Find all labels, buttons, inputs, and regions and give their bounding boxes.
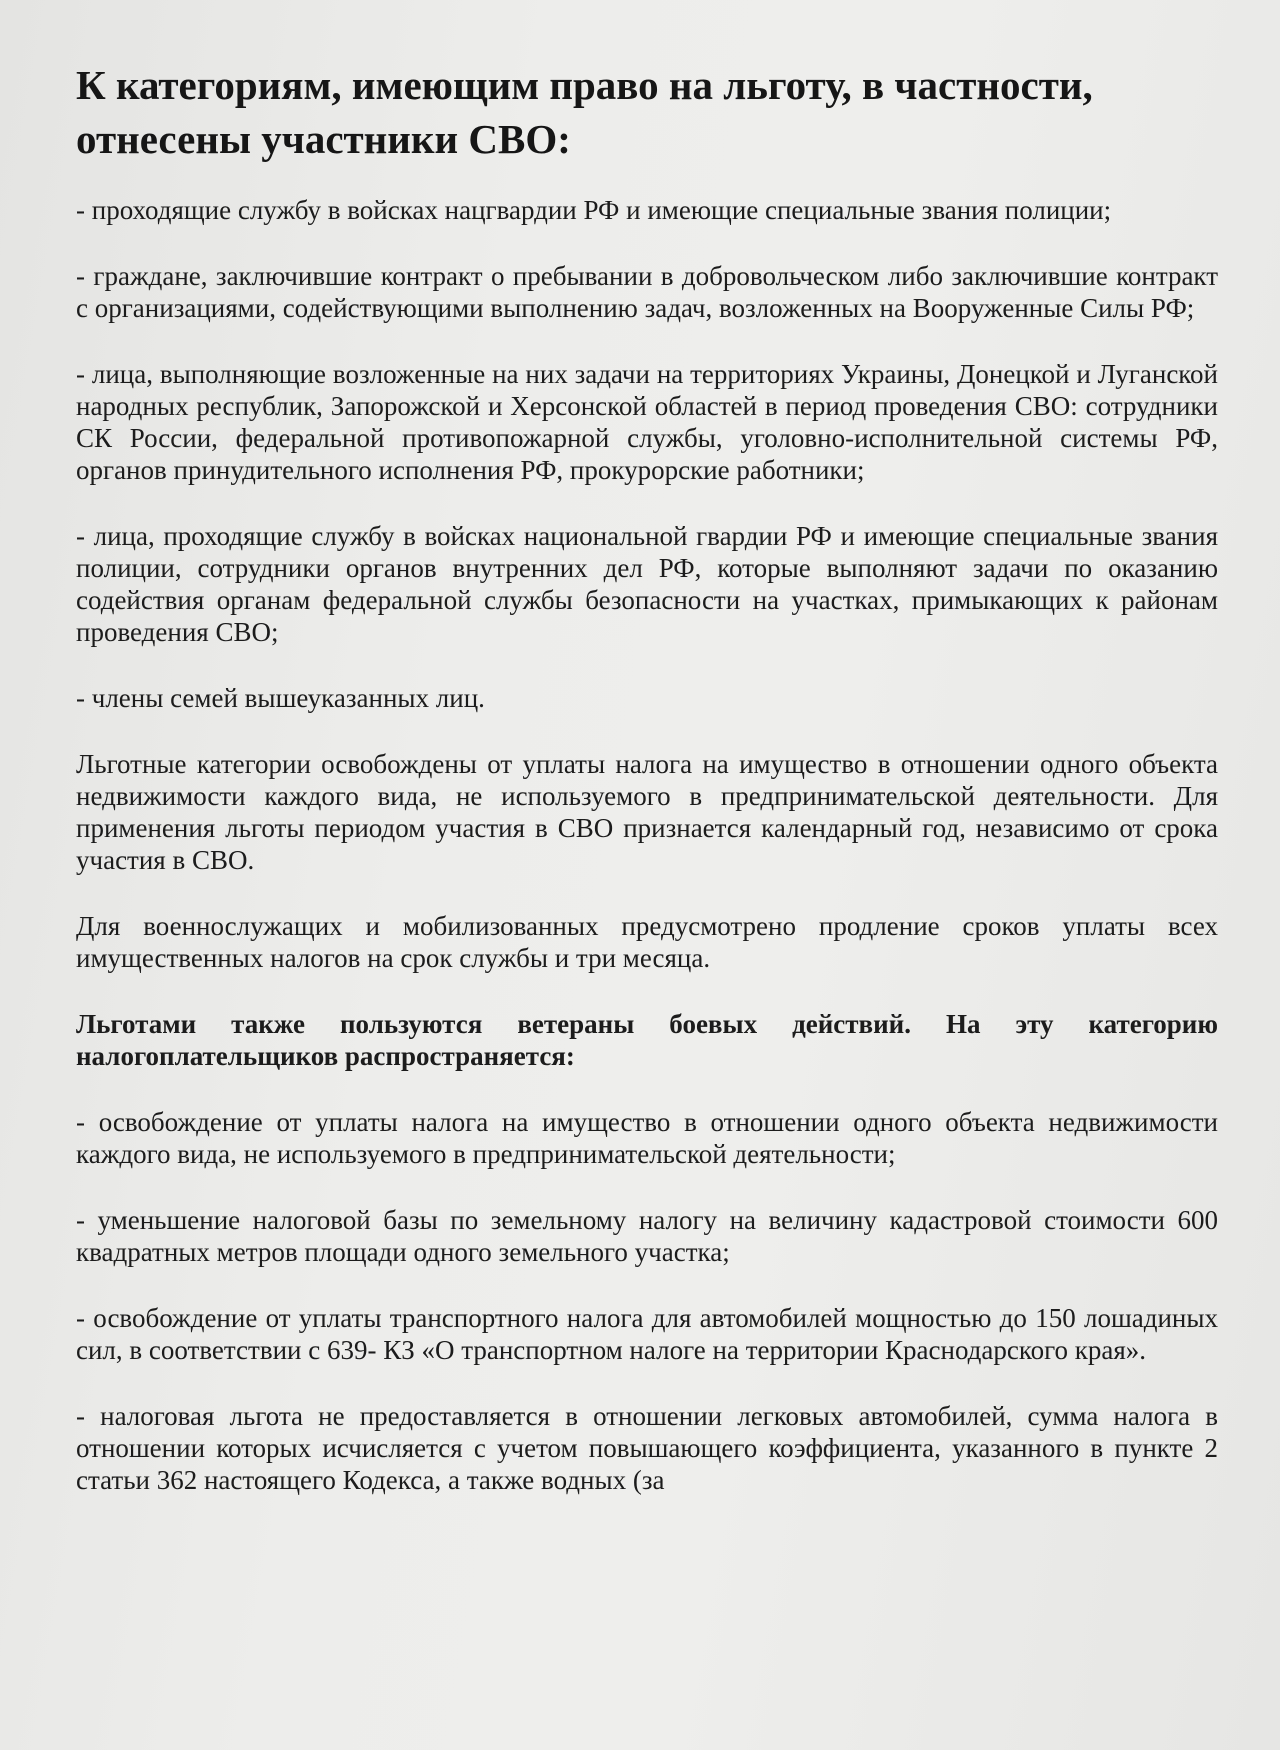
paragraph-family-members: - члены семей вышеуказанных лиц. — [76, 683, 485, 713]
paragraph-persons-on-territories: - лица, выполняющие возложенные на них задачи на территориях Украины, Донецкой и Луганской народных республик, Запорожской и Херсонской областей в период проведения СВО: сотрудники СК России, федеральной противопожарной службы, уголовно-исполнительной системы РФ, органов принудительного исполнения РФ, прокурорские работники; — [76, 359, 1218, 485]
document-title: К категориям, имеющим право на льготу, в частности, отнесены участники СВО: — [76, 62, 1093, 162]
paragraph-national-guard: - проходящие службу в войсках нацгвардии РФ и имеющие специальные звания полиции; — [76, 195, 1112, 225]
paragraph-property-tax-exemption: Льготные категории освобождены от уплаты налога на имущество в отношении одного объекта недвижимости каждого вида, не используемого в предпринимательской деятельности. Для применения льготы периодом участия в СВО признается календарный год, независимо от срока участия в СВО. — [76, 749, 1218, 875]
paragraph-contract-citizens: - граждане, заключившие контракт о пребывании в добровольческом либо заключившие контракт с организациями, содействующими выполнению задач, возложенных на Вооруженные Силы РФ; — [76, 261, 1218, 323]
paragraph-exception-cars: - налоговая льгота не предоставляется в отношении легковых автомобилей, сумма налога в отношении которых исчисляется с учетом повышающего коэффициента, указанного в пункте 2 статьи 362 настоящего Кодекса, а также водных (за — [76, 1401, 1218, 1495]
paragraph-veterans-property: - освобождение от уплаты налога на имущество в отношении одного объекта недвижимости каждого вида, не используемого в предпринимательской деятельности; — [76, 1107, 1218, 1169]
paragraph-veterans-heading: Льготами также пользуются ветераны боевых действий. На эту категорию налогоплательщиков распространяется: — [76, 1009, 1218, 1071]
paragraph-veterans-transport: - освобождение от уплаты транспортного налога для автомобилей мощностью до 150 лошадиных сил, в соответствии с 639- КЗ «О транспортном налоге на территории Краснодарского края». — [76, 1303, 1218, 1365]
paragraph-payment-extension: Для военнослужащих и мобилизованных предусмотрено продление сроков уплаты всех имущественных налогов на срок службы и три месяца. — [76, 911, 1218, 973]
paragraph-guard-and-police: - лица, проходящие службу в войсках национальной гвардии РФ и имеющие специальные звания полиции, сотрудники органов внутренних дел РФ, которые выполняют задачи по оказанию содействия органам федеральной службы безопасности на участках, примыкающих к районам проведения СВО; — [76, 521, 1218, 647]
paragraph-veterans-land: - уменьшение налоговой базы по земельному налогу на величину кадастровой стоимости 600 квадратных метров площади одного земельного участка; — [76, 1205, 1218, 1267]
